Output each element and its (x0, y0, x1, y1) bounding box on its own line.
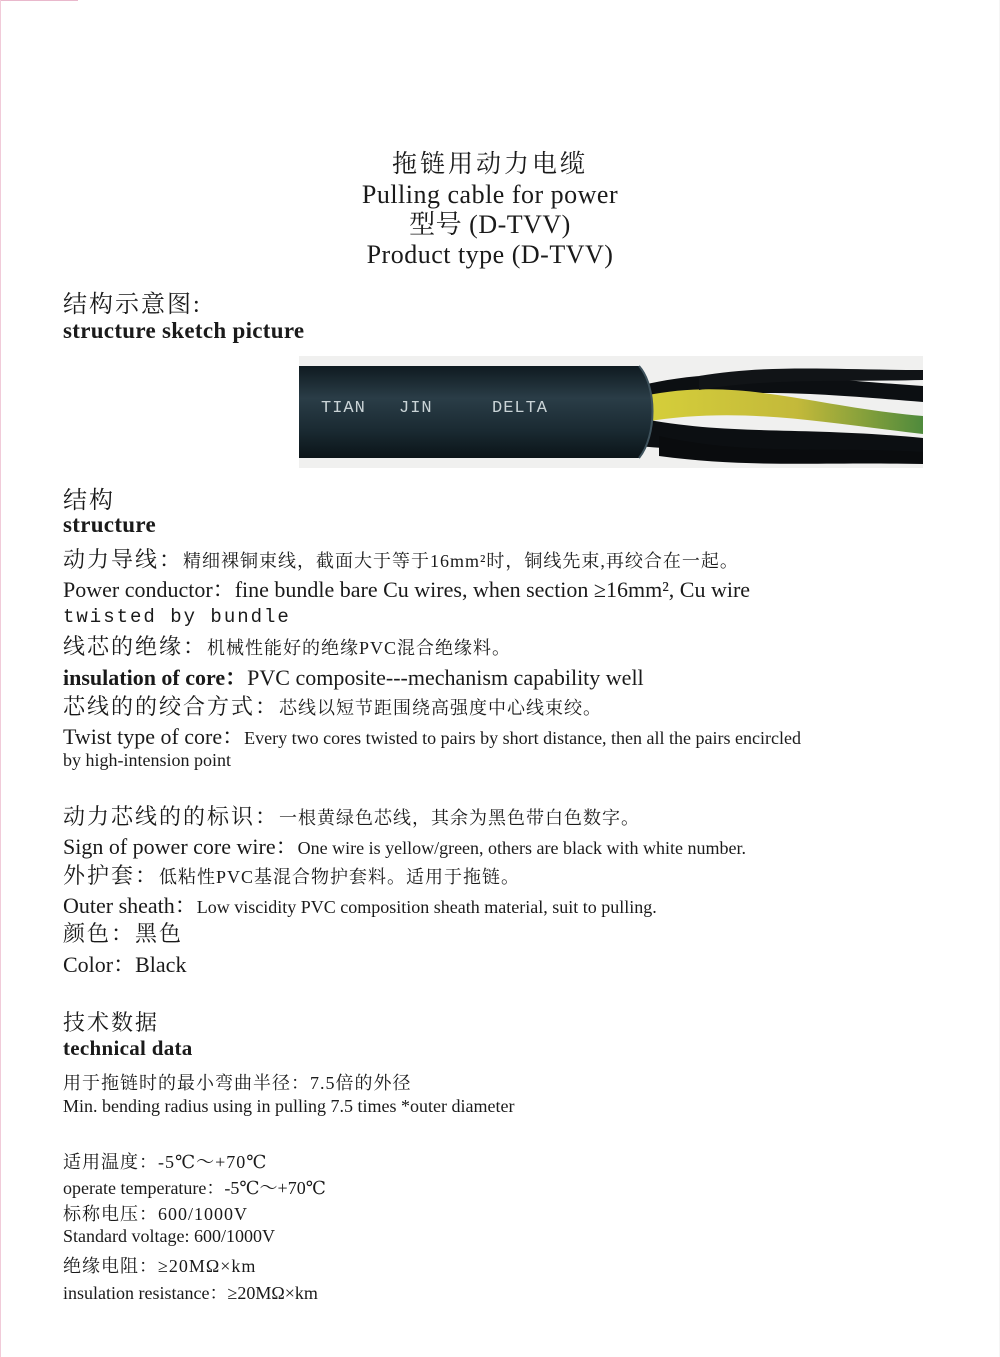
twist-label-en: Twist type of core： (63, 724, 245, 749)
bend-radius-zh: 用于拖链时的最小弯曲半径：7.5倍的外径 (63, 1073, 412, 1093)
sign-en-row (63, 830, 746, 861)
color-text-en: Black (135, 952, 187, 977)
temperature-en: operate temperature：-5℃～+70℃ (63, 1178, 326, 1198)
structure-heading-zh: 结构 (63, 488, 115, 514)
sign-text-zh: 一根黄绿色芯线，其余为黑色带白色数字。 (279, 808, 641, 828)
voltage-en: Standard voltage: 600/1000V (63, 1226, 275, 1246)
sheath-en-row (63, 889, 657, 920)
structure-heading-en: structure (63, 512, 156, 537)
product-type-en: Product type (D-TVV) (366, 240, 614, 269)
twist-zh-row (63, 690, 602, 721)
sign-label-en: Sign of power core wire： (63, 834, 298, 859)
cable-print-tian: TIAN (321, 399, 366, 418)
sign-text-en: One wire is yellow/green, others are black with white number. (297, 838, 746, 858)
product-type-zh: 型号 (D-TVV) (409, 210, 571, 239)
sheath-text-zh: 低粘性PVC基混合物护套料。适用于拖链。 (159, 867, 521, 887)
insulation-label-zh: 线芯的绝缘： (63, 634, 208, 659)
conductor-text-en: fine bundle bare Cu wires, when section ≥16mm², Cu wire (234, 577, 751, 602)
temperature-zh: 适用温度：-5℃～+70℃ (63, 1152, 268, 1172)
sketch-heading-en: structure sketch picture (63, 318, 305, 343)
conductor-label-zh: 动力导线： (63, 547, 184, 572)
sheath-text-en: Low viscidity PVC composition sheath material, suit to pulling. (196, 897, 657, 917)
color-label-en: Color： (63, 952, 136, 977)
sheath-zh-row (63, 859, 520, 890)
insulation-zh-row (63, 630, 511, 661)
sign-label-zh: 动力芯线的的标识： (63, 804, 280, 829)
twist-text-zh: 芯线以短节距围绕高强度中心线束绞。 (279, 698, 603, 718)
cable-print-jin: JIN (399, 399, 433, 418)
conductor-text-en-2: twisted by bundle (63, 606, 291, 628)
conductor-zh-row (63, 543, 739, 574)
technical-heading-en: technical data (63, 1036, 193, 1060)
conductor-text-zh: 精细裸铜束线，截面大于等于16mm²时，铜线先束,再绞合在一起。 (183, 551, 739, 571)
bend-radius-en: Min. bending radius using in pulling 7.5 times *outer diameter (63, 1096, 515, 1116)
voltage-zh: 标称电压：600/1000V (63, 1204, 248, 1224)
sheath-label-en: Outer sheath： (63, 893, 197, 918)
technical-heading-zh: 技术数据 (63, 1010, 160, 1035)
cable-illustration (299, 356, 923, 468)
sketch-heading-zh: 结构示意图: (63, 292, 202, 318)
page-corner-mark (0, 0, 78, 1)
title-en: Pulling cable for power (361, 180, 619, 209)
resistance-en: insulation resistance：≥20MΩ×km (63, 1283, 318, 1303)
insulation-label-en: insulation of core： (63, 665, 248, 690)
insulation-text-zh: 机械性能好的绝缘PVC混合绝缘料。 (207, 638, 512, 658)
twist-text-en: Every two cores twisted to pairs by short distance, then all the pairs encircled (244, 728, 801, 748)
sheath-label-zh: 外护套： (63, 863, 160, 888)
twist-label-zh: 芯线的的绞合方式： (63, 694, 280, 719)
title-zh: 拖链用动力电缆 (391, 151, 588, 178)
insulation-text-en: PVC composite---mechanism capability well (247, 665, 644, 690)
color-zh-row (63, 917, 183, 948)
sign-zh-row (63, 800, 640, 831)
twist-en-row (63, 720, 801, 751)
document-header (0, 150, 980, 270)
conductor-en-row (63, 573, 750, 604)
color-text-zh: 黑色 (135, 921, 184, 946)
color-label-zh: 颜色： (63, 921, 136, 946)
cable-print-delta: DELTA (492, 399, 549, 418)
cable-sketch-picture (299, 356, 923, 468)
conductor-label-en: Power conductor： (63, 577, 235, 602)
insulation-en-row (63, 661, 644, 692)
color-en-row (63, 948, 186, 979)
resistance-zh: 绝缘电阻：≥20MΩ×km (63, 1256, 257, 1276)
twist-text-en-2: by high-intension point (63, 750, 231, 770)
